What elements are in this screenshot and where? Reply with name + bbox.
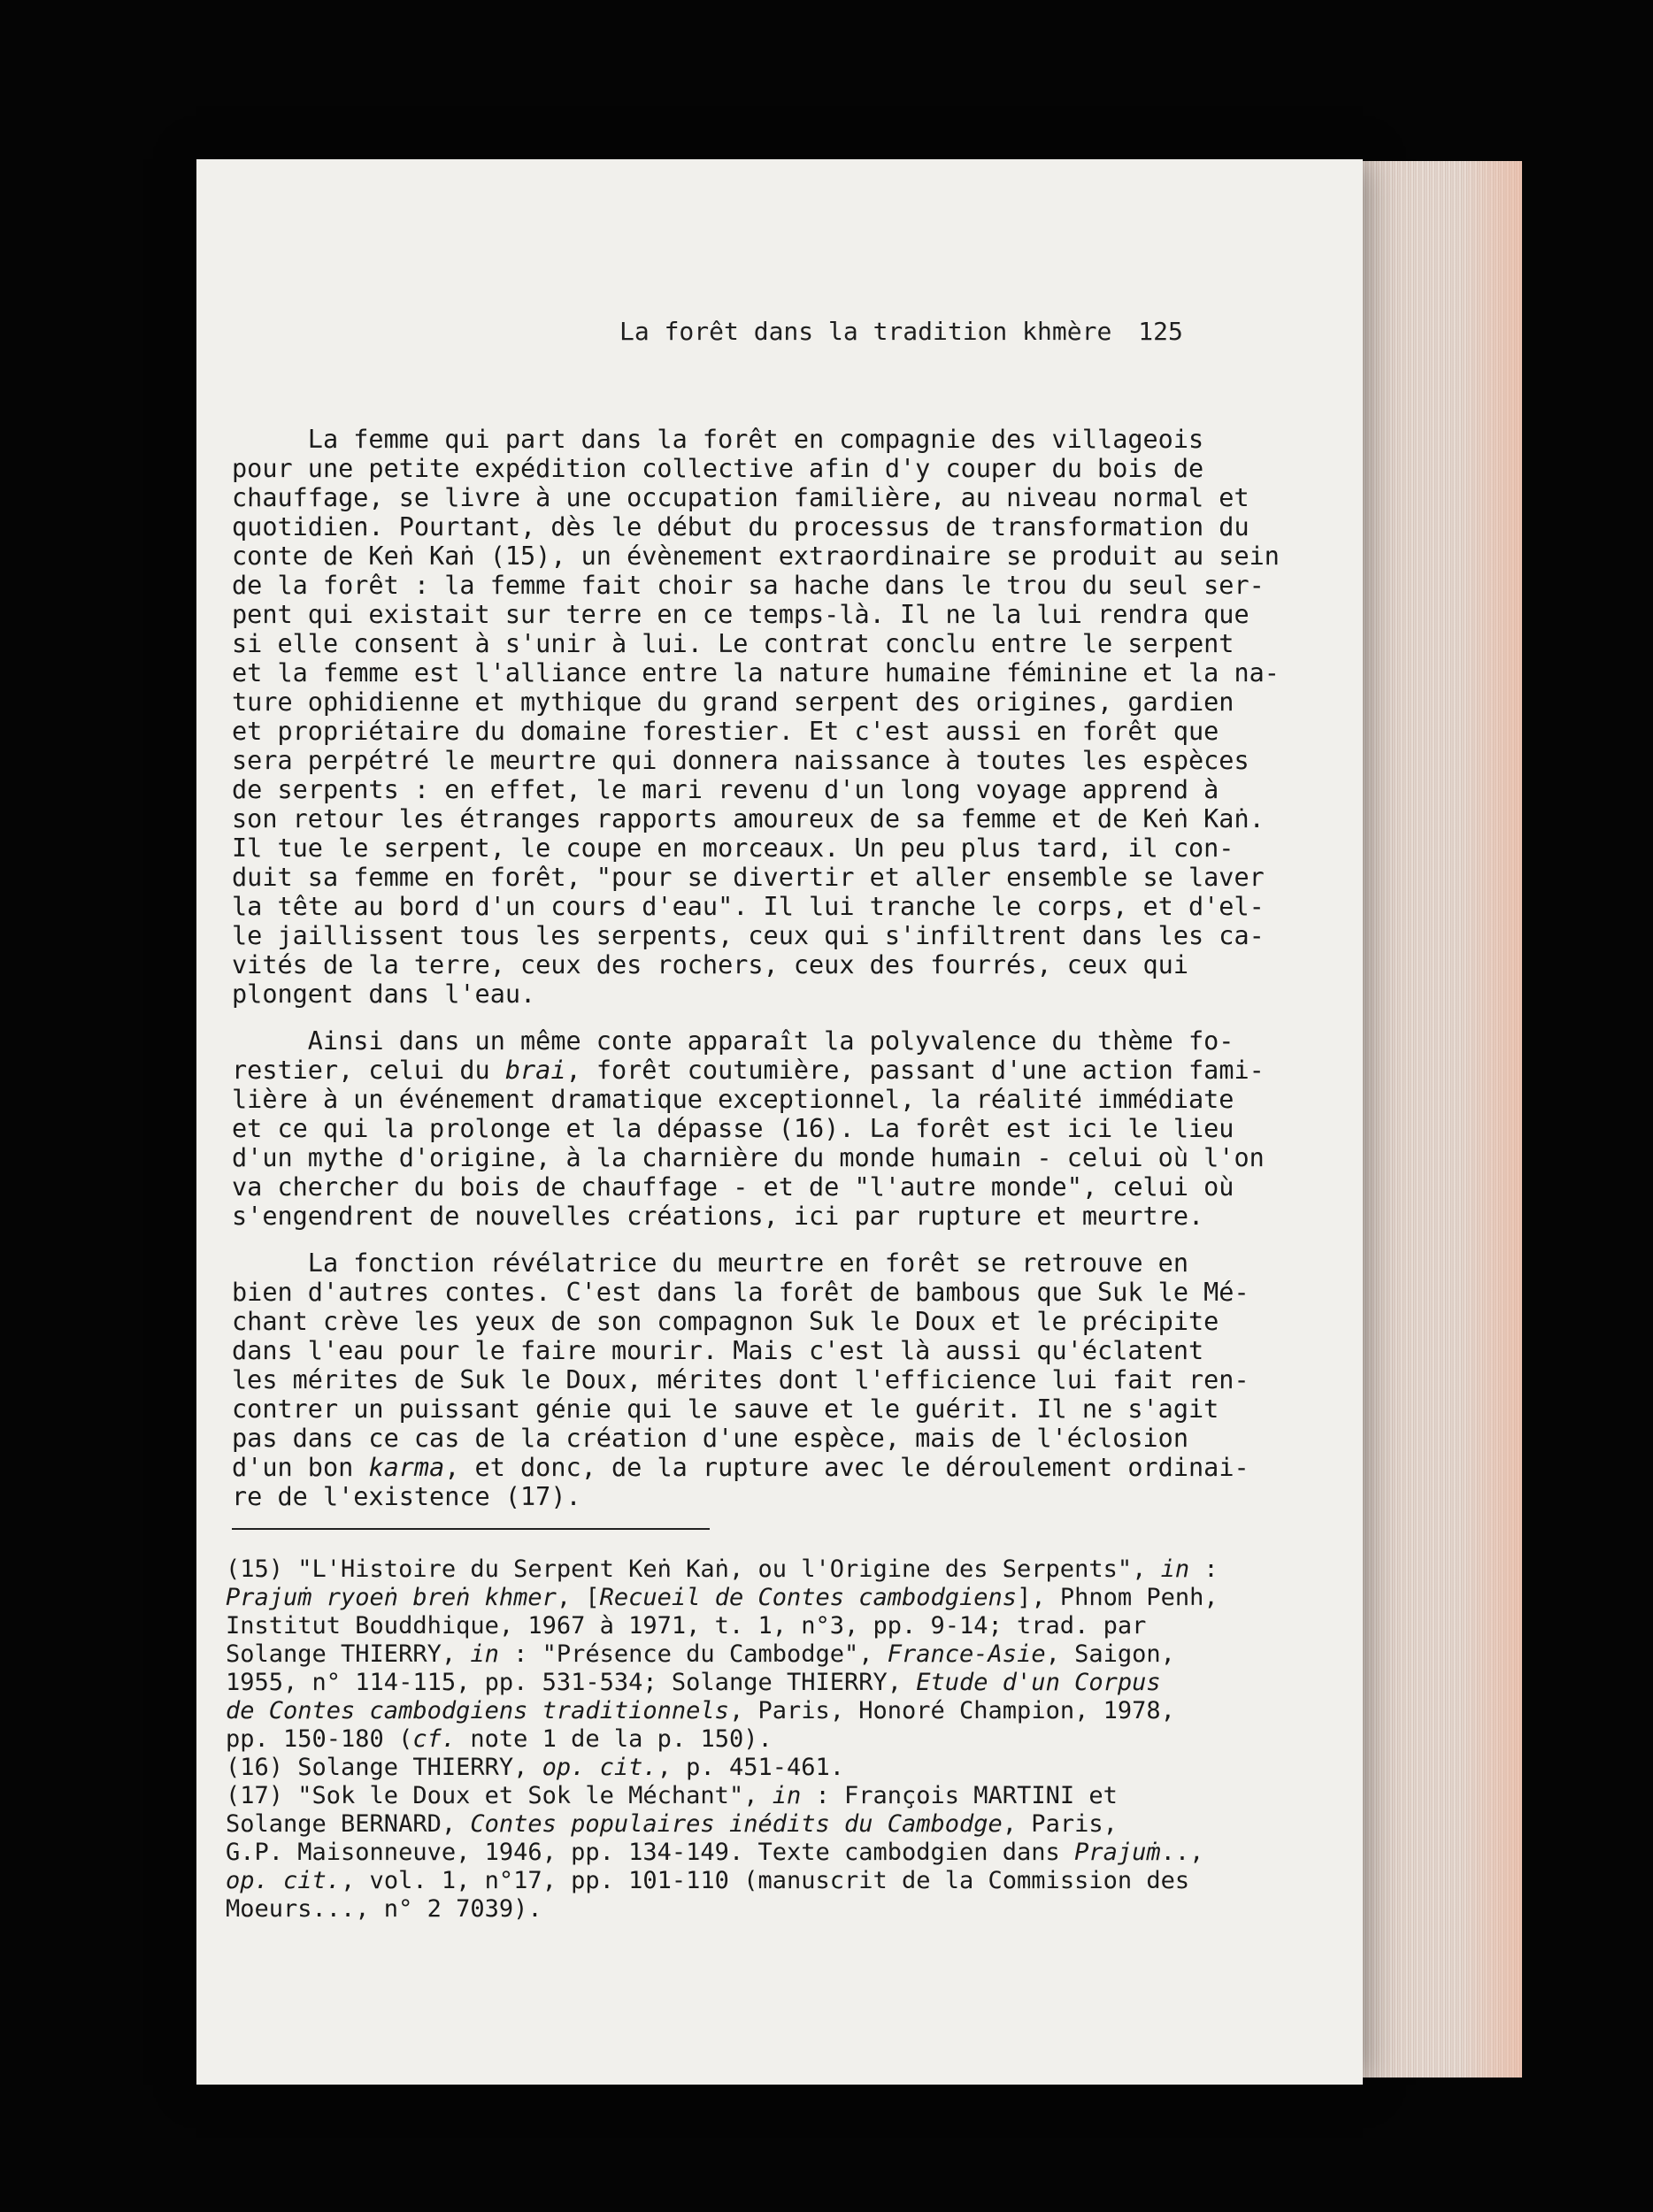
footnote-line: Moeurs..., n° 2 7039). bbox=[226, 1895, 542, 1923]
text-span: , [ bbox=[556, 1584, 600, 1611]
footnote-line bbox=[226, 1669, 1199, 1697]
text-line: plongent dans l'eau. bbox=[232, 979, 536, 1009]
italic-term: Etude d'un Corpus bbox=[916, 1669, 1161, 1696]
text-span: note 1 de la p. 150). bbox=[456, 1725, 773, 1753]
text-line: Il tue le serpent, le coupe en morceaux. Un peu plus tard, il con- bbox=[232, 833, 1234, 863]
text-line: duit sa femme en forêt, "pour se divertir et aller ensemble se laver bbox=[232, 863, 1265, 892]
text-span: , Paris, bbox=[1002, 1810, 1118, 1838]
italic-term: France-Asie bbox=[887, 1640, 1046, 1668]
running-title: La forêt dans la tradition khmère bbox=[619, 317, 1112, 346]
text-line: s'engendrent de nouvelles créations, ici par rupture et meurtre. bbox=[232, 1202, 1204, 1231]
text-span: .., bbox=[1160, 1839, 1204, 1866]
body-text bbox=[232, 425, 1280, 1511]
text-span: G.P. Maisonneuve, 1946, pp. 134-149. Texte cambodgien dans bbox=[226, 1839, 1075, 1866]
italic-term: op. cit. bbox=[226, 1867, 342, 1894]
text-line: pent qui existait sur terre en ce temps-là. Il ne la lui rendra que bbox=[232, 600, 1249, 629]
italic-term: in bbox=[772, 1782, 802, 1809]
italic-term: brai bbox=[504, 1056, 566, 1085]
text-span: , Paris, Honoré Champion, 1978, bbox=[728, 1697, 1175, 1724]
text-span: pp. 150-180 ( bbox=[226, 1725, 413, 1753]
text-line: ture ophidienne et mythique du grand serpent des origines, gardien bbox=[232, 687, 1234, 717]
footnote-line bbox=[226, 1782, 1199, 1810]
italic-term: cf. bbox=[412, 1725, 457, 1753]
italic-term: Contes populaires inédits du Cambodge bbox=[470, 1810, 1003, 1838]
paragraph-3 bbox=[232, 1248, 1249, 1511]
italic-term: karma bbox=[368, 1453, 445, 1482]
italic-term: in bbox=[470, 1640, 499, 1668]
text-span: (17) "Sok le Doux et Sok le Méchant", bbox=[226, 1782, 773, 1809]
footnote-line bbox=[226, 1867, 1199, 1895]
footnote-line bbox=[226, 1640, 1199, 1669]
text-line: les mérites de Suk le Doux, mérites dont l'efficience lui fait ren- bbox=[232, 1365, 1249, 1394]
footnotes bbox=[226, 1555, 1219, 1924]
footnote-rule bbox=[232, 1528, 710, 1530]
text-span: , et donc, de la rupture avec le déroulement ordinai- bbox=[444, 1453, 1249, 1482]
footnote-line bbox=[226, 1839, 1204, 1867]
text-span: , vol. 1, n°17, pp. 101-110 (manuscrit de la Commission des bbox=[341, 1867, 1190, 1894]
text-span: (16) Solange THIERRY, bbox=[226, 1754, 542, 1781]
footnote-line bbox=[226, 1810, 1199, 1839]
italic-term: in bbox=[1160, 1555, 1190, 1583]
footnote-line: Institut Bouddhique, 1967 à 1971, t. 1, n°3, pp. 9-14; trad. par bbox=[226, 1612, 1147, 1640]
italic-term: de Contes cambodgiens traditionnels bbox=[226, 1697, 729, 1724]
text-line: et ce qui la prolonge et la dépasse (16). La forêt est ici le lieu bbox=[232, 1114, 1234, 1143]
text-line: bien d'autres contes. C'est dans la forêt de bambous que Suk le Mé- bbox=[232, 1278, 1249, 1307]
text-span: d'un bon bbox=[232, 1453, 369, 1482]
text-line: si elle consent à s'unir à lui. Le contrat conclu entre le serpent bbox=[232, 629, 1234, 658]
running-header bbox=[619, 317, 1203, 346]
text-line: le jaillissent tous les serpents, ceux qui s'infiltrent dans les ca- bbox=[232, 921, 1265, 950]
text-span: : François MARTINI et bbox=[801, 1782, 1118, 1809]
text-line: re de l'existence (17). bbox=[232, 1482, 581, 1511]
text-span: 1955, n° 114-115, pp. 531-534; Solange THIERRY, bbox=[226, 1669, 917, 1696]
text-line: chauffage, se livre à une occupation familière, au niveau normal et bbox=[232, 483, 1249, 512]
paragraph-2 bbox=[232, 1026, 1265, 1231]
text-line: contrer un puissant génie qui le sauve et le guérit. Il ne s'agit bbox=[232, 1394, 1219, 1424]
text-line bbox=[232, 1453, 1249, 1482]
text-line: vités de la terre, ceux des rochers, ceux des fourrés, ceux qui bbox=[232, 950, 1188, 979]
text-line: chant crève les yeux de son compagnon Suk le Doux et le précipite bbox=[232, 1307, 1219, 1336]
footnote-line bbox=[226, 1555, 1219, 1584]
text-line: dans l'eau pour le faire mourir. Mais c'est là aussi qu'éclatent bbox=[232, 1336, 1204, 1365]
text-line: La femme qui part dans la forêt en compagnie des villageois bbox=[232, 425, 1204, 454]
text-span: , p. 451-461. bbox=[657, 1754, 844, 1781]
text-line: lière à un événement dramatique exceptionnel, la réalité immédiate bbox=[232, 1085, 1234, 1114]
page-edges bbox=[1345, 161, 1522, 2078]
italic-term: Recueil de Contes cambodgiens bbox=[599, 1584, 1018, 1611]
text-line: Ainsi dans un même conte apparaît la polyvalence du thème fo- bbox=[232, 1026, 1234, 1056]
text-line: d'un mythe d'origine, à la charnière du monde humain - celui où l'on bbox=[232, 1143, 1265, 1172]
text-line: conte de Keṅ Kaṅ (15), un évènement extraordinaire se produit au sein bbox=[232, 541, 1280, 571]
text-line bbox=[232, 1056, 1265, 1085]
footnote-line bbox=[226, 1697, 1199, 1725]
text-span: ], Phnom Penh, bbox=[1017, 1584, 1219, 1611]
italic-term: Prajuṁ ryoeṅ breṅ khmer bbox=[226, 1584, 557, 1611]
text-line: pour une petite expédition collective afin d'y couper du bois de bbox=[232, 454, 1204, 483]
text-span: Solange THIERRY, bbox=[226, 1640, 471, 1668]
text-span: : bbox=[1189, 1555, 1219, 1583]
text-line: de serpents : en effet, le mari revenu d'un long voyage apprend à bbox=[232, 775, 1219, 804]
italic-term: Prajuṁ bbox=[1074, 1839, 1161, 1866]
text-span: Solange BERNARD, bbox=[226, 1810, 471, 1838]
footnote-line bbox=[226, 1725, 1199, 1754]
text-line: et la femme est l'alliance entre la nature humaine féminine et la na- bbox=[232, 658, 1280, 687]
text-span: , forêt coutumière, passant d'une action fami- bbox=[565, 1056, 1265, 1085]
text-line: pas dans ce cas de la création d'une espèce, mais de l'éclosion bbox=[232, 1424, 1188, 1453]
text-line: La fonction révélatrice du meurtre en forêt se retrouve en bbox=[232, 1248, 1188, 1278]
text-span: (15) "L'Histoire du Serpent Keṅ Kaṅ, ou l'Origine des Serpents", bbox=[226, 1555, 1161, 1583]
text-line: la tête au bord d'un cours d'eau". Il lui tranche le corps, et d'el- bbox=[232, 892, 1265, 921]
paragraph-1 bbox=[232, 425, 1280, 1009]
text-line: sera perpétré le meurtre qui donnera naissance à toutes les espèces bbox=[232, 746, 1249, 775]
text-span: restier, celui du bbox=[232, 1056, 505, 1085]
text-line: son retour les étranges rapports amoureux de sa femme et de Keṅ Kaṅ. bbox=[232, 804, 1265, 833]
text-span: : "Présence du Cambodge", bbox=[498, 1640, 888, 1668]
text-line: va chercher du bois de chauffage - et de "l'autre monde", celui où bbox=[232, 1172, 1234, 1202]
text-line: et propriétaire du domaine forestier. Et c'est aussi en forêt que bbox=[232, 717, 1219, 746]
text-span: , Saigon, bbox=[1045, 1640, 1175, 1668]
footnote-line bbox=[226, 1584, 1219, 1612]
page-number: 125 bbox=[1138, 317, 1183, 346]
footnote-line bbox=[226, 1754, 1199, 1782]
text-line: quotidien. Pourtant, dès le début du processus de transformation du bbox=[232, 512, 1249, 541]
italic-term: op. cit. bbox=[542, 1754, 657, 1781]
text-line: de la forêt : la femme fait choir sa hache dans le trou du seul ser- bbox=[232, 571, 1265, 600]
